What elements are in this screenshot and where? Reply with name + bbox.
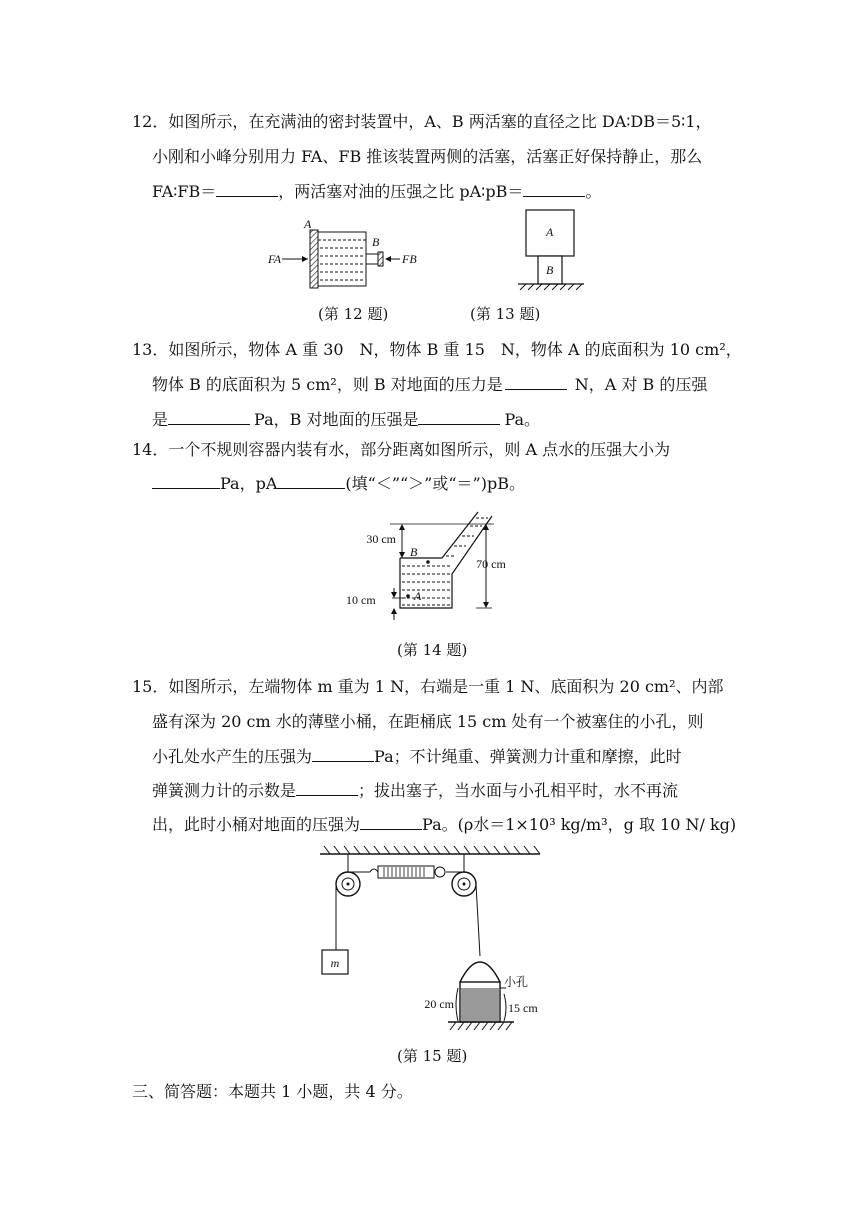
q12-number: 12． bbox=[132, 112, 169, 131]
q15-number: 15． bbox=[132, 677, 169, 696]
q15-fig-m: m bbox=[330, 956, 340, 970]
q14-blank2[interactable] bbox=[277, 474, 345, 489]
section3-heading: 三、简答题：本题共 1 小题，共 4 分。 bbox=[132, 1082, 413, 1101]
q13-figure bbox=[514, 208, 594, 298]
q14-fig-B: B bbox=[410, 545, 418, 559]
q12-text1: 如图所示，在充满油的密封装置中，A、B 两活塞的直径之比 DA∶DB＝5∶1， bbox=[168, 112, 712, 131]
q15-text5a: 出，此时小桶对地面的压强为 bbox=[152, 815, 361, 834]
q15-line1 bbox=[132, 677, 724, 697]
q13-number: 13． bbox=[132, 340, 169, 359]
q12-fig-FB: FB bbox=[402, 252, 417, 266]
q12-line1 bbox=[132, 112, 712, 132]
q13-blank1[interactable] bbox=[505, 375, 567, 390]
q15-line3 bbox=[152, 747, 682, 767]
q13-text3c: Pa。 bbox=[504, 410, 541, 429]
q12-fig-FA: FA bbox=[268, 252, 282, 266]
q15-caption: (第 15 题) bbox=[397, 1047, 468, 1065]
q13-blank2[interactable] bbox=[168, 410, 250, 425]
q15-text4b: ；拔出塞子，当水面与小孔相平时，水不再流 bbox=[358, 781, 679, 800]
q14-text2a: Pa，pA bbox=[220, 474, 278, 493]
q15-blank3[interactable] bbox=[360, 815, 422, 830]
q14-figure bbox=[346, 510, 516, 626]
q14-text1: 一个不规则容器内装有水，部分距离如图所示，则 A 点水的压强大小为 bbox=[168, 440, 671, 459]
q15-text4a: 弹簧测力计的示数是 bbox=[152, 781, 297, 800]
q14-text2b: (填“＜”“＞”或“＝”)pB。 bbox=[345, 474, 525, 493]
q13-caption: (第 13 题) bbox=[470, 305, 541, 323]
q14-fig-10: 10 cm bbox=[346, 593, 376, 607]
q15-text5b: Pa。(ρ水＝1×10³ kg/m³，g 取 10 N/ kg) bbox=[422, 815, 737, 834]
q14-number: 14． bbox=[132, 440, 169, 459]
q15-text1: 如图所示，左端物体 m 重为 1 N，右端是一重 1 N、底面积为 20 cm²、内部 bbox=[168, 677, 724, 696]
q12-blank2[interactable] bbox=[523, 182, 585, 197]
q15-fig-15: 15 cm bbox=[508, 1001, 538, 1015]
q13-text1: 如图所示，物体 A 重 30 N，物体 B 重 15 N，物体 A 的底面积为 10 cm²， bbox=[168, 340, 742, 359]
q13-fig-A: A bbox=[546, 225, 554, 239]
q13-text3b: Pa，B 对地面的压强是 bbox=[254, 410, 419, 429]
q15-fig-hole: 小孔 bbox=[504, 975, 529, 989]
q12-fig-A: A bbox=[304, 217, 312, 231]
q13-text3a: 是 bbox=[152, 410, 169, 429]
q12-blank1[interactable] bbox=[216, 182, 278, 197]
q12-line2 bbox=[152, 147, 702, 167]
q15-figure bbox=[318, 846, 548, 1032]
q12-text3c: 。 bbox=[585, 182, 602, 201]
q14-fig-70: 70 cm bbox=[476, 557, 506, 571]
q14-line1 bbox=[132, 440, 670, 460]
q14-line2 bbox=[152, 474, 525, 494]
q13-text2b: N，A 对 B 的压强 bbox=[574, 375, 708, 394]
q15-line5 bbox=[152, 815, 736, 835]
q14-fig-A: A bbox=[414, 589, 422, 603]
q13-blank3[interactable] bbox=[418, 410, 500, 425]
q12-line3 bbox=[152, 182, 601, 202]
q14-blank1[interactable] bbox=[152, 474, 220, 489]
q14-fig-30: 30 cm bbox=[366, 532, 396, 546]
q15-text2: 盛有深为 20 cm 水的薄壁小桶，在距桶底 15 cm 处有一个被塞住的小孔，则 bbox=[152, 712, 704, 731]
q15-blank1[interactable] bbox=[312, 747, 374, 762]
q15-fig-20: 20 cm bbox=[424, 997, 454, 1011]
q12-text3b: ，两活塞对油的压强之比 pA∶pB＝ bbox=[278, 182, 524, 201]
q13-line1 bbox=[132, 340, 742, 360]
q15-line4 bbox=[152, 781, 678, 801]
q12-caption: (第 12 题) bbox=[318, 305, 389, 323]
q14-caption: (第 14 题) bbox=[397, 641, 468, 659]
q13-fig-B: B bbox=[546, 263, 554, 277]
q13-line3 bbox=[152, 410, 540, 430]
q15-blank2[interactable] bbox=[296, 781, 358, 796]
q15-line2 bbox=[152, 712, 704, 732]
q15-text3b: Pa；不计绳重、弹簧测力计重和摩擦，此时 bbox=[374, 747, 682, 766]
q12-fig-B: B bbox=[372, 235, 380, 249]
q13-text2a: 物体 B 的底面积为 5 cm²，则 B 对地面的压力是 bbox=[152, 375, 503, 394]
q12-text3a: FA∶FB＝ bbox=[152, 182, 217, 201]
q12-text2: 小刚和小峰分别用力 FA、FB 推该装置两侧的活塞，活塞正好保持静止，那么 bbox=[152, 147, 703, 166]
q12-figure bbox=[268, 218, 428, 298]
q15-text3a: 小孔处水产生的压强为 bbox=[152, 747, 313, 766]
q13-line2 bbox=[152, 375, 707, 395]
